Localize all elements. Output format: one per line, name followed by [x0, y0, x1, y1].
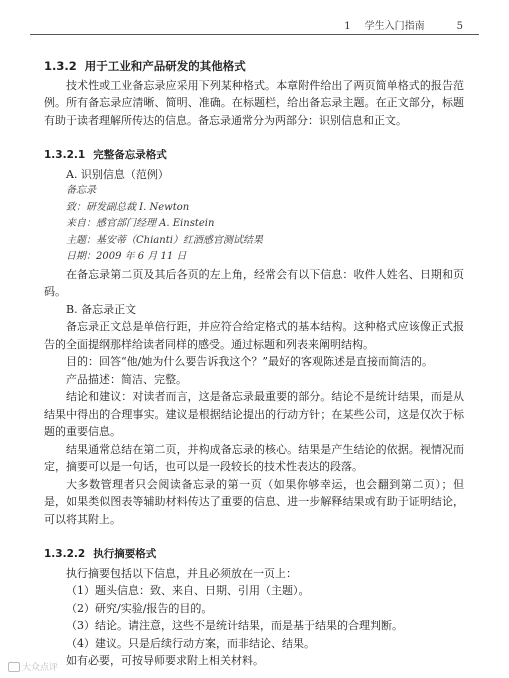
- paragraph-purpose: 目的：回答“他/她为什么要告诉我这个？”最好的客观陈述是直接而简洁的。: [66, 355, 433, 368]
- list-item: （4）建议。只是后续行动方案，而非结论、结果。: [66, 636, 315, 650]
- part-b-label: B. 备忘录正文: [66, 302, 137, 316]
- section-title: 完整备忘录格式: [93, 149, 167, 161]
- paragraph-results: 结果通常总结在第二页，并构成备忘录的核心。结果是产生结论的依据。视情况而定，摘要可以是一句话，也可以是一段较长的技术性表达的段落。: [44, 442, 464, 473]
- header-rule: [30, 34, 479, 35]
- paragraph-product-description: 产品描述：简洁、完整。: [66, 372, 187, 386]
- chapter-number: 1: [344, 21, 351, 32]
- paragraph-memo-body: 备忘录正文总是单倍行距，并应符合给定格式的基本结构。这种格式应该像正式报告的全面提纲那样给读者同样的感受。通过标题和列表来阐明结构。: [44, 320, 464, 351]
- page-number: 5: [456, 21, 463, 32]
- section-heading-1-3-2: [44, 58, 464, 76]
- paragraph-executive-intro: 执行摘要包括以下信息，并且必须放在一页上：: [66, 566, 297, 580]
- list-item: （3）结论。请注意，这些不是统计结果，而是基于结果的合理判断。: [66, 619, 403, 632]
- section-title: 执行摘要格式: [93, 548, 157, 560]
- section-heading-1-3-2-2: [44, 546, 464, 564]
- memo-heading: 备忘录: [66, 185, 96, 196]
- part-a-label: A. 识别信息（范例）: [66, 167, 169, 181]
- list-item: （2）研究/实验/报告的目的。: [66, 601, 213, 615]
- memo-to: 致：研发副总裁 I. Newton: [66, 201, 190, 213]
- memo-date: 日期：2009 年 6 月 11 日: [66, 251, 187, 262]
- page-body: [44, 58, 464, 670]
- paragraph-managers: 大多数管理者只会阅读备忘录的第一页（如果你够幸运，也会翻到第二页）；但是，如果类似图表等辅助材料传达了重要的信息、进一步解释结果或有助于证明结论，可以将其附上。: [44, 477, 464, 526]
- section-number: 1.3.2: [44, 59, 77, 73]
- paragraph-second-page-info: 在备忘录第二页及其后各页的左上角，经常会有以下信息：收件人姓名、日期和页码。: [44, 267, 464, 298]
- section-heading-1-3-2-1: [44, 147, 464, 165]
- section-title: 用于工业和产品研发的其他格式: [84, 59, 246, 73]
- section-number: 1.3.2.1: [44, 149, 86, 161]
- paragraph-closing: 如有必要，可按导师要求附上相关材料。: [66, 654, 264, 667]
- chapter-title: 学生入门指南: [364, 21, 425, 32]
- memo-subject: 主题：基安蒂（Chianti）红酒感官测试结果: [66, 234, 263, 246]
- list-item: （1）题头信息：致、来自、日期、引用（主题）。: [66, 584, 310, 597]
- running-header: [344, 17, 463, 32]
- section-intro-paragraph: 技术性或工业备忘录应采用下列某种格式。本章附件给出了两页简单格式的报告范例。所有备忘录应清晰、简明、准确。在标题栏，给出备忘录主题。在正文部分，标题有助于读者理解所传达的信息。备忘录通常分为两部分：识别信息和正文。: [44, 78, 464, 127]
- watermark-text: 大众点评: [22, 663, 59, 673]
- paragraph-conclusions: 结论和建议：对读者而言，这是备忘录最重要的部分。结论不是统计结果，而是从结果中得出的合理事实。建议是根据结论提出的行动方针；在某些公司，这是仅次于标题的重要信息。: [44, 390, 464, 438]
- section-number: 1.3.2.2: [44, 548, 86, 560]
- camera-icon: [8, 662, 20, 672]
- watermark: [8, 660, 58, 673]
- memo-from: 来自：感官部门经理 A. Einstein: [66, 218, 215, 229]
